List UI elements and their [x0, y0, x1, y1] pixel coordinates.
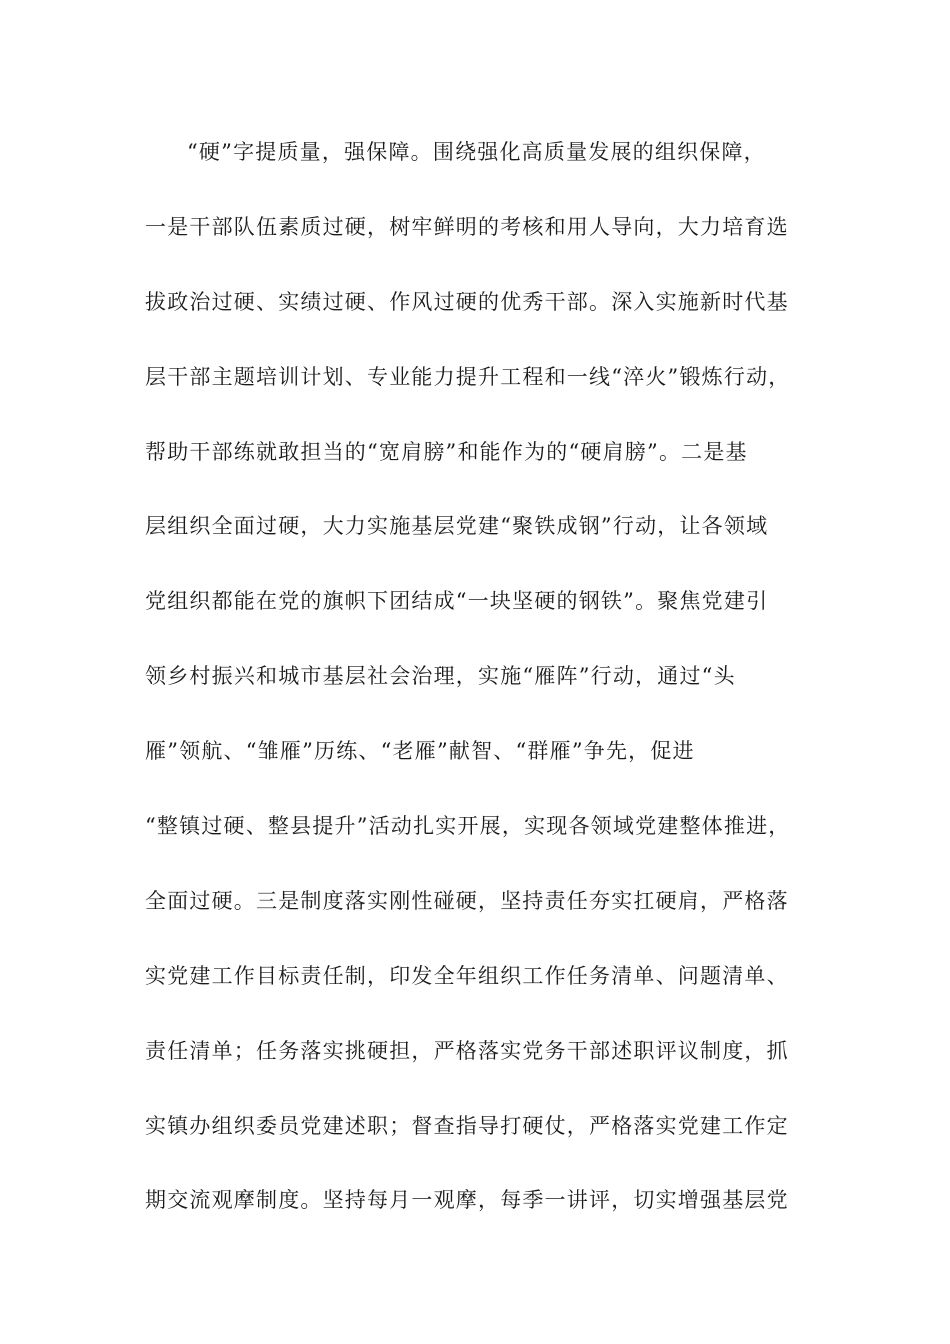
text-line-15: 期交流观摩制度。坚持每月一观摩，每季一讲评，切实增强基层党: [145, 1188, 789, 1213]
text-line-9: 雁”领航、“雏雁”历练、“老雁”献智、“群雁”争先，促进: [145, 739, 695, 764]
text-line-5: 帮助干部练就敢担当的“宽肩膀”和能作为的“硬肩膀”。二是基: [145, 439, 748, 464]
text-line-11: 全面过硬。三是制度落实刚性碰硬，坚持责任夯实扛硬肩，严格落: [145, 888, 789, 913]
text-line-3: 拔政治过硬、实绩过硬、作风过硬的优秀干部。深入实施新时代基: [145, 289, 789, 314]
body-paragraph: [145, 132, 805, 1255]
text-line-2: 一是干部队伍素质过硬，树牢鲜明的考核和用人导向，大力培育选: [145, 214, 789, 239]
text-line-6: 层组织全面过硬，大力实施基层党建“聚铁成钢”行动，让各领域: [145, 514, 769, 539]
text-line-10: “整镇过硬、整县提升”活动扎实开展，实现各领域党建整体推进，: [145, 814, 791, 839]
text-line-1: “硬”字提质量，强保障。围绕强化高质量发展的组织保障，: [187, 140, 766, 164]
text-line-14: 实镇办组织委员党建述职；督查指导打硬仗，严格落实党建工作定: [145, 1113, 789, 1138]
text-line-8: 领乡村振兴和城市基层社会治理，实施“雁阵”行动，通过“头: [145, 664, 736, 689]
text-line-13: 责任清单；任务落实挑硬担，严格落实党务干部述职评议制度，抓: [145, 1038, 789, 1063]
text-line-12: 实党建工作目标责任制，印发全年组织工作任务清单、问题清单、: [145, 963, 789, 988]
text-line-7: 党组织都能在党的旗帜下团结成“一块坚硬的钢铁”。聚焦党建引: [145, 589, 769, 614]
text-line-4: 层干部主题培训计划、专业能力提升工程和一线“淬火”锻炼行动，: [145, 364, 791, 389]
